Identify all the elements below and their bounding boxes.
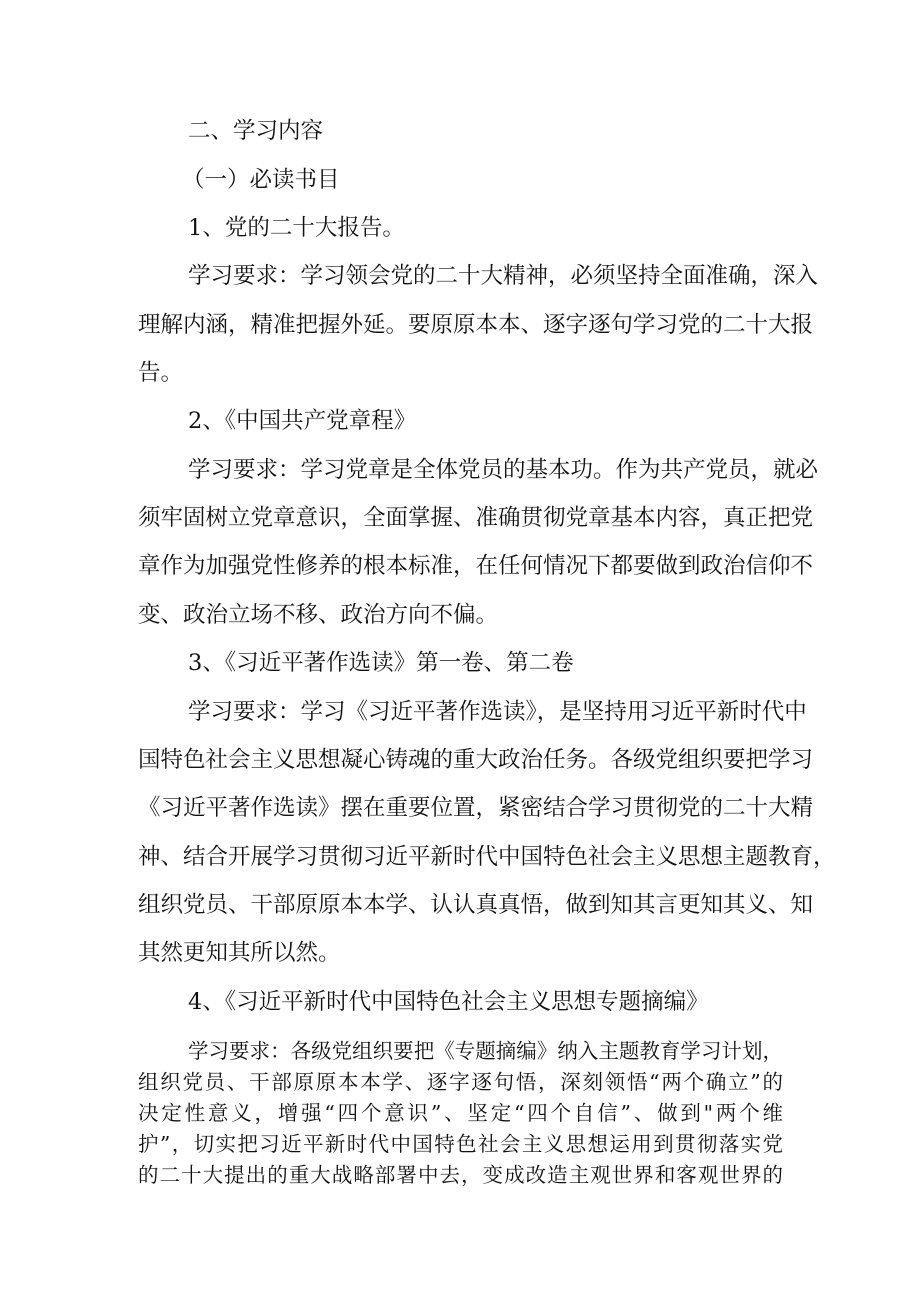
item-1-requirement-line: 告。 — [138, 360, 184, 386]
item-1-requirement-line: 理解内涵，精准把握外延。要原原本本、逐字逐句学习党的二十大报 — [138, 312, 814, 338]
item-3-requirement-line: 国特色社会主义思想凝心铸魂的重大政治任务。各级党组织要把学习 — [138, 747, 814, 773]
subsection-heading: （一）必读书目 — [182, 167, 340, 193]
section-heading: 二、学习内容 — [188, 118, 324, 144]
item-1-requirement-line: 学习要求：学习领会党的二十大精神，必须坚持全面准确，深入 — [188, 263, 819, 289]
item-4-requirement-line: 学习要求：各级党组织要把《专题摘编》纳入主题教育学习计划， — [188, 1039, 783, 1063]
item-2-requirement-line: 章作为加强党性修养的根本标准，在任何情况下都要做到政治信仰不 — [138, 553, 814, 579]
item-title-2: 2、《中国共产党章程》 — [188, 408, 417, 434]
item-3-requirement-line: 《习近平著作选读》摆在重要位置，紧密结合学习贯彻党的二十大精 — [138, 795, 814, 821]
item-2-requirement-line: 学习要求：学习党章是全体党员的基本功。作为共产党员，就必 — [188, 457, 819, 483]
item-4-requirement-line: 决定性意义，增强“四个意识”、坚定“四个自信”、做到"两个维 — [138, 1101, 783, 1125]
item-3-requirement-line: 学习要求：学习《习近平著作选读》，是坚持用习近平新时代中 — [188, 699, 807, 725]
item-3-requirement-line: 神、结合开展学习贯彻习近平新时代中国特色社会主义思想主题教育， — [138, 844, 836, 870]
item-2-requirement-line: 变、政治立场不移、政治方向不偏。 — [138, 602, 499, 628]
item-title-4: 4、《习近平新时代中国特色社会主义思想专题摘编》 — [188, 989, 709, 1015]
item-3-requirement-line: 其然更知其所以然。 — [138, 940, 341, 966]
item-title-3: 3、《习近平著作选读》第一卷、第二卷 — [188, 650, 574, 676]
item-4-requirement-line: 组织党员、干部原原本本学、逐字逐句悟，深刻领悟“两个确立”的 — [138, 1070, 783, 1094]
item-4-requirement-line: 护”，切实把习近平新时代中国特色社会主义思想运用到贯彻落实党 — [138, 1132, 783, 1156]
item-2-requirement-line: 须牢固树立党章意识，全面掌握、准确贯彻党章基本内容，真正把党 — [138, 505, 814, 531]
item-3-requirement-line: 组织党员、干部原原本本学、认认真真悟，做到知其言更知其义、知 — [138, 892, 814, 918]
item-4-requirement-line: 的二十大提出的重大战略部署中去，变成改造主观世界和客观世界的 — [138, 1163, 783, 1187]
item-title-1: 1、党的二十大报告。 — [188, 215, 405, 241]
